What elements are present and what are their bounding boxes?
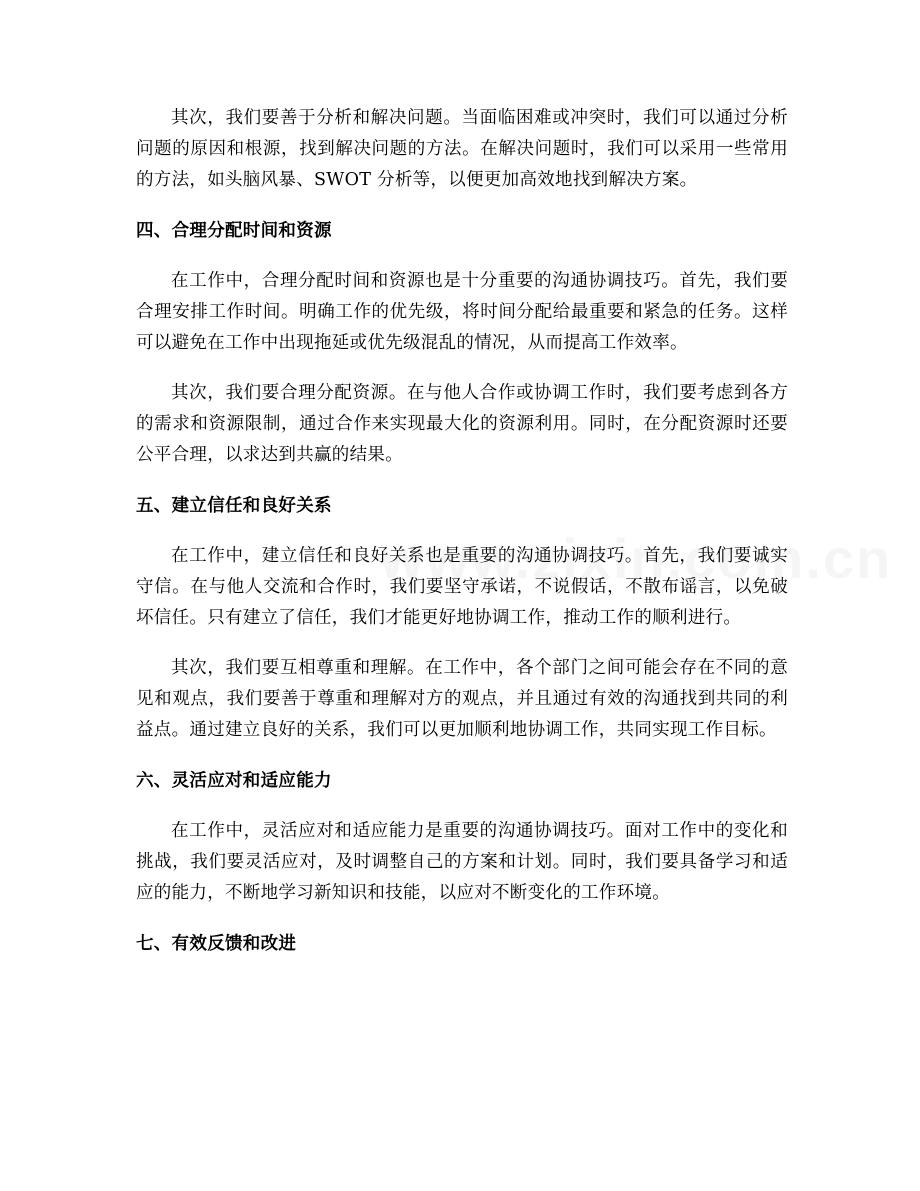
section-heading-4: 四、合理分配时间和资源 <box>136 221 332 241</box>
document-body <box>136 103 788 979</box>
paragraph-time-allocation: 在工作中，合理分配时间和资源也是十分重要的沟通协调技巧。首先，我们要合理安排工作时间。明确工作的优先级，将时间分配给最重要和紧急的任务。这样可以避免在工作中出现拖延或优先级混乱的情况，从而提高工作效率。 <box>136 271 788 353</box>
paragraph-trust: 在工作中，建立信任和良好关系也是重要的沟通协调技巧。首先，我们要诚实守信。在与他人交流和合作时，我们要坚守承诺，不说假话，不散布谣言，以免破坏信任。只有建立了信任，我们才能更好地协调工作，推动工作的顺利进行。 <box>136 546 788 628</box>
section-heading-7: 七、有效反馈和改进 <box>136 934 297 954</box>
paragraph-adaptability: 在工作中，灵活应对和适应能力是重要的沟通协调技巧。面对工作中的变化和挑战，我们要灵活应对，及时调整自己的方案和计划。同时，我们要具备学习和适应的能力，不断地学习新知识和技能，以应对不断变化的工作环境。 <box>136 821 788 903</box>
section-heading-5: 五、建立信任和良好关系 <box>136 496 332 516</box>
paragraph-problem-solving: 其次，我们要善于分析和解决问题。当面临困难或冲突时，我们可以通过分析问题的原因和根源，找到解决问题的方法。在解决问题时，我们可以采用一些常用的方法，如头脑风暴、SWOT 分析等，以便更加高效地找到解决方案。 <box>136 108 788 190</box>
paragraph-respect: 其次，我们要互相尊重和理解。在工作中，各个部门之间可能会存在不同的意见和观点，我们要善于尊重和理解对方的观点，并且通过有效的沟通找到共同的利益点。通过建立良好的关系，我们可以更加顺利地协调工作，共同实现工作目标。 <box>136 658 788 740</box>
section-heading-6: 六、灵活应对和适应能力 <box>136 771 332 791</box>
paragraph-resource-allocation: 其次，我们要合理分配资源。在与他人合作或协调工作时，我们要考虑到各方的需求和资源限制，通过合作来实现最大化的资源利用。同时，在分配资源时还要公平合理，以求达到共赢的结果。 <box>136 383 788 465</box>
